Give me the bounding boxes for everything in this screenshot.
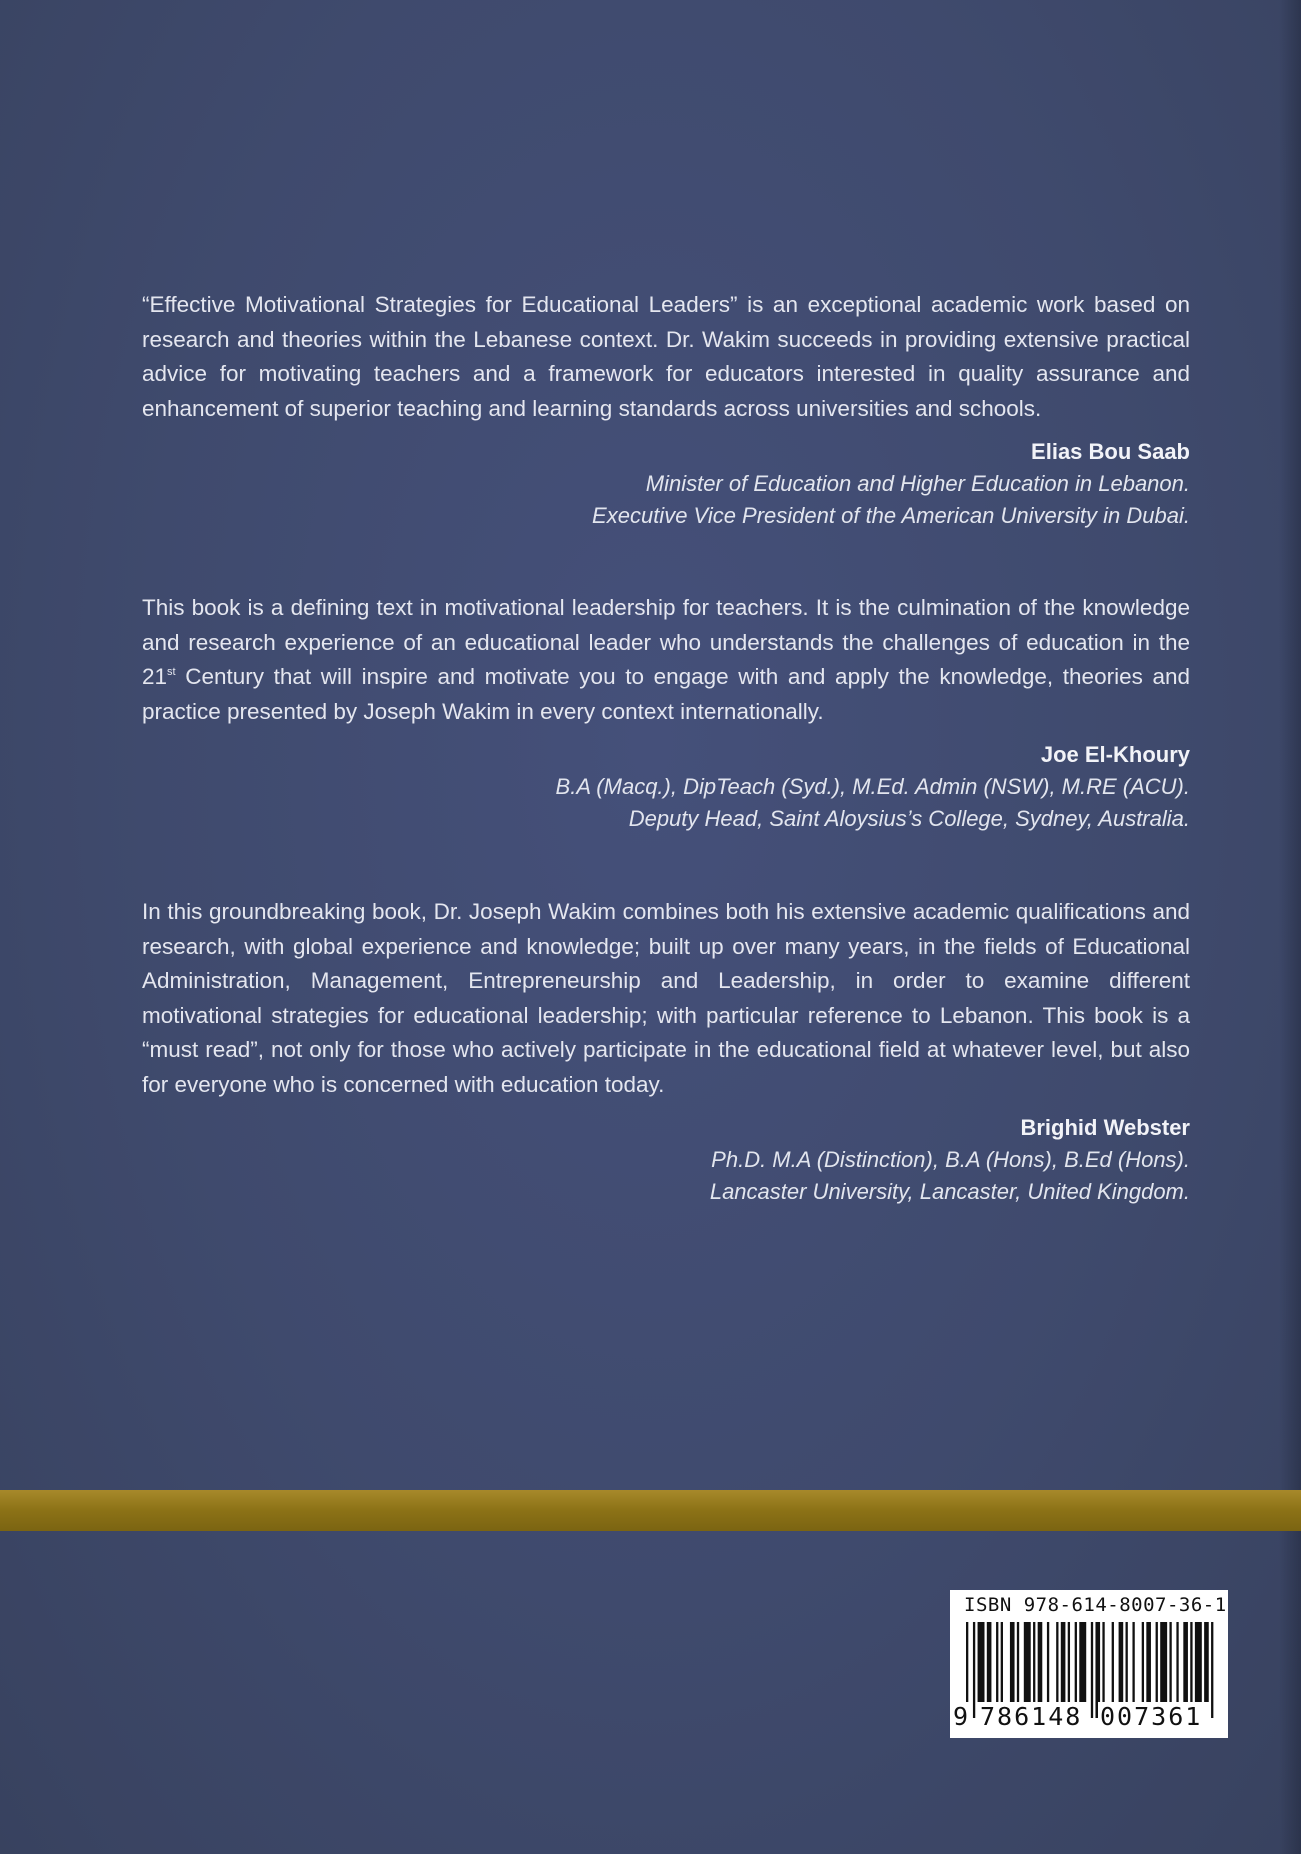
barcode-bar xyxy=(1126,1622,1128,1702)
endorsement-3 xyxy=(142,895,1190,1208)
endorsement-credential: Deputy Head, Saint Aloysius’s College, Sydney, Australia. xyxy=(628,806,1190,831)
endorsement-quote: In this groundbreaking book, Dr. Joseph Wakim combines both his extensive academic qualifications and research, with global experience and knowledge; built up over many years, in the fields of Educational Administration, Management, Entrepreneurship and Leadership, in order to examine different motivational strategies for educational leadership; with particular reference to Lebanon. This book is a “must read”, not only for those who actively participate in the educational field at whatever level, but also for everyone who is concerned with education today. xyxy=(142,899,1190,1097)
endorsement-attribution xyxy=(142,436,1190,532)
barcode-bar xyxy=(1001,1622,1003,1702)
barcode-bar xyxy=(1112,1622,1114,1702)
endorsement-author: Brighid Webster xyxy=(1020,1115,1190,1140)
endorsement-2 xyxy=(142,591,1190,835)
barcode-bar xyxy=(1204,1622,1209,1702)
endorsement-author: Joe El-Khoury xyxy=(1040,742,1190,767)
barcode-bar xyxy=(1183,1622,1188,1702)
barcode-digits xyxy=(950,1702,1228,1736)
barcode-bar xyxy=(978,1622,985,1702)
endorsement-credential: Ph.D. M.A (Distinction), B.A (Hons), B.Ed (Hons). xyxy=(711,1147,1190,1172)
barcode-bar xyxy=(1010,1622,1015,1702)
barcode-bar xyxy=(1190,1622,1192,1702)
barcode-bar xyxy=(1102,1622,1104,1702)
barcode-bar xyxy=(1024,1622,1031,1702)
barcode-left-digits: 786148 xyxy=(980,1702,1083,1731)
barcode-bar xyxy=(1169,1622,1171,1702)
endorsement-quote: “Effective Motivational Strategies for Educational Leaders” is an exceptional academic work based on research and theories within the Lebanese context. Dr. Wakim succeeds in providing extensive practical advice for motivating teachers and a framework for educators interested in quality assurance and enhancement of superior teaching and learning standards across universities and schools. xyxy=(142,292,1190,421)
barcode-bar xyxy=(1119,1622,1124,1702)
barcode-bar xyxy=(1195,1622,1202,1702)
cover-edge-shadow xyxy=(1279,0,1301,1854)
endorsement-attribution xyxy=(142,739,1190,835)
isbn-barcode xyxy=(950,1590,1228,1738)
quote-text-part: Century that will inspire and motivate you to engage with and apply the knowledge, theories and practice presented by Joseph Wakim in every context internationally. xyxy=(142,664,1190,724)
isbn-label: ISBN 978-614-8007-36-1 xyxy=(964,1594,1227,1616)
barcode-lead-digit: 9 xyxy=(953,1702,971,1731)
barcode-bar xyxy=(1033,1622,1035,1702)
barcode-bar xyxy=(1056,1622,1058,1702)
barcode-bar xyxy=(1176,1622,1178,1702)
endorsement-1 xyxy=(142,288,1190,532)
gold-stripe xyxy=(0,1490,1301,1531)
barcode-right-digits: 007361 xyxy=(1100,1702,1203,1731)
barcode-bar xyxy=(1017,1622,1019,1702)
barcode-bar xyxy=(1061,1622,1066,1702)
barcode-bar xyxy=(1160,1622,1167,1702)
barcode-bar xyxy=(987,1622,992,1702)
barcode-bar xyxy=(1068,1622,1070,1702)
endorsement-credential: Executive Vice President of the American University in Dubai. xyxy=(592,503,1190,528)
endorsement-credential: Lancaster University, Lancaster, United Kingdom. xyxy=(709,1179,1190,1204)
barcode-bar xyxy=(996,1622,998,1702)
quote-text-part: This book is a defining text in motivational leadership for teachers. It is the culmination of the knowledge and research experience of an educational leader who understands the challenges of education in the 21 xyxy=(142,595,1190,689)
endorsement-attribution xyxy=(142,1112,1190,1208)
barcode-bar xyxy=(1156,1622,1158,1702)
barcode-bar xyxy=(1038,1622,1043,1702)
endorsement-credential: Minister of Education and Higher Education in Lebanon. xyxy=(645,471,1190,496)
ordinal-suffix: st xyxy=(167,666,176,678)
barcode-bar xyxy=(1079,1622,1086,1702)
endorsement-credential: B.A (Macq.), DipTeach (Syd.), M.Ed. Admin (NSW), M.RE (ACU). xyxy=(555,774,1190,799)
barcode-bar xyxy=(1132,1622,1134,1702)
barcode-bar xyxy=(1047,1622,1049,1702)
barcode-bar xyxy=(1075,1622,1077,1702)
endorsement-author: Elias Bou Saab xyxy=(1031,439,1190,464)
barcode-bar xyxy=(1146,1622,1151,1702)
barcode-bar xyxy=(1142,1622,1144,1702)
endorsement-quote xyxy=(142,591,1190,729)
